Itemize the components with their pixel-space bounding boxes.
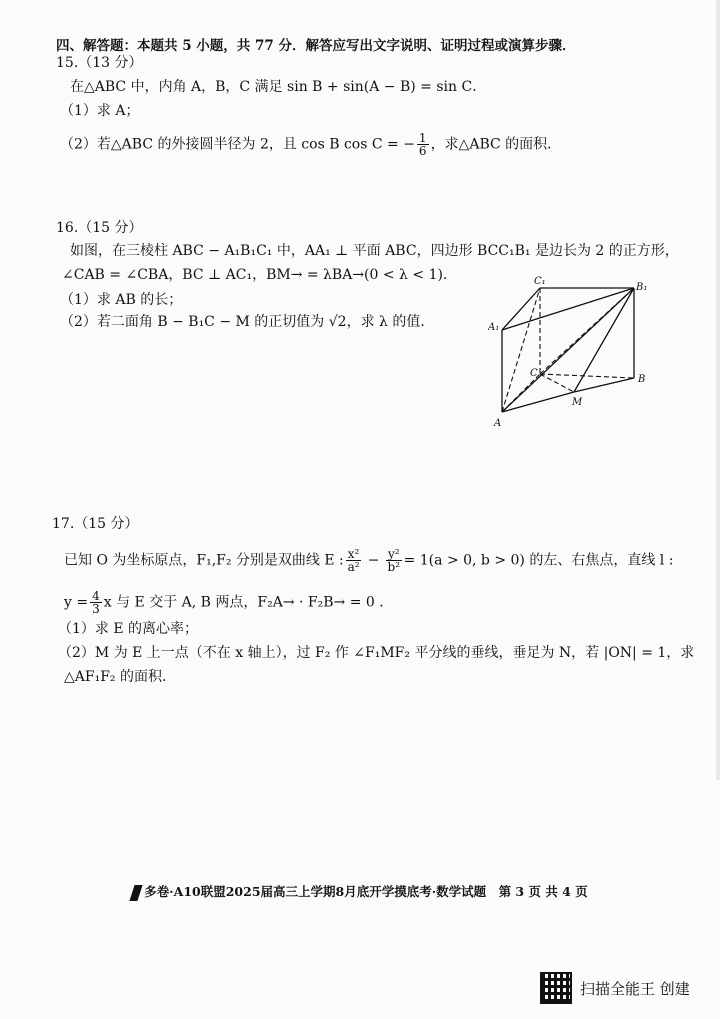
- q17-b2: b²: [387, 560, 401, 574]
- label-a: A: [494, 418, 502, 429]
- q15-part2: [60, 132, 561, 157]
- label-c1: C₁: [534, 276, 546, 287]
- q17-slope-num: 4: [92, 589, 100, 603]
- qr-code-icon: [540, 972, 572, 1004]
- prism-figure: [488, 270, 658, 436]
- q17-stem-line2: [64, 590, 393, 615]
- footer-text: ·A10联盟2025届高三上学期8月底开学摸底考·数学试题 第 3 页 共 4 页: [169, 884, 588, 899]
- scanner-text: 扫描全能王 创建: [580, 980, 690, 998]
- q17-stem-line1: 已知 O 为坐标原点，F₁,F₂ 分别是双曲线 E : $\frac{\text{x²}}{\text{a²}}$ − $\frac{\text{y²}}{\text{b²}}$ = 1(a > 0, b > 0) 的左、右焦点，直线 l :: [64, 547, 674, 574]
- q17-stem1-after: = 1(a > 0, b > 0) 的左、右焦点，直线 l :: [403, 552, 674, 569]
- q15-frac-num: 1: [418, 131, 427, 145]
- label-a1: A₁: [488, 322, 500, 333]
- edge-mb: [574, 378, 634, 392]
- label-b1: B₁: [636, 282, 648, 293]
- q17-a2: a²: [347, 560, 360, 574]
- q16-number: 16.（15 分）: [56, 220, 143, 236]
- brand-logo-icon: [130, 885, 143, 901]
- label-b: B: [638, 374, 646, 385]
- q15-part2-after: ，求△ABC 的面积．: [430, 136, 562, 153]
- q15-frac-den: 6: [418, 144, 427, 158]
- page-footer: [0, 882, 720, 901]
- q15-stem: 在△ABC 中，内角 A，B，C 满足 sin B + sin(A − B) = sin C．: [70, 79, 487, 95]
- q17-stem2-before: y =: [64, 594, 89, 611]
- q16-part1: （1）求 AB 的长；: [60, 292, 183, 308]
- edge-cb: [540, 374, 634, 378]
- q17-part2-line1: （2）M 为 E 上一点（不在 x 轴上），过 F₂ 作 ∠F₁MF₂ 平分线的垂线，垂足为 N，若 |ON| = 1，求: [58, 645, 695, 661]
- q15-fraction: [417, 132, 429, 157]
- q17-part1: （1）求 E 的离心率；: [58, 621, 199, 637]
- edge-cb1: [540, 288, 634, 374]
- q17-x2: x²: [347, 547, 360, 561]
- section-title: 四、解答题：本题共 5 小题，共 77 分．解答应写出文字说明、证明过程或演算步骤．: [56, 38, 576, 54]
- q16-stem-line1: 如图，在三棱柱 ABC − A₁B₁C₁ 中，AA₁ ⊥ 平面 ABC，四边形 BCC₁B₁ 是边长为 2 的正方形，: [70, 243, 679, 259]
- page-edge-shadow: [716, 0, 720, 780]
- footer-brand: 多卷: [144, 884, 170, 899]
- q16-stem-line2: ∠CAB = ∠CBA，BC ⊥ AC₁，BM→ = λBA→(0 < λ < 1)．: [62, 267, 457, 283]
- q17-y2: y²: [388, 547, 400, 561]
- edge-cm: [540, 374, 574, 392]
- q15-number: 15.（13 分）: [56, 55, 143, 71]
- q17-part2-line2: △AF₁F₂ 的面积．: [64, 669, 176, 685]
- q17-slope-den: 3: [92, 602, 100, 616]
- q17-y-fraction: [386, 548, 402, 573]
- q17-stem1-before: 已知 O 为坐标原点，F₁,F₂ 分别是双曲线 E :: [64, 552, 344, 569]
- q17-number: 17.（15 分）: [52, 516, 139, 532]
- q16-part2: （2）若二面角 B − B₁C − M 的正切值为 √2，求 λ 的值．: [60, 314, 435, 330]
- label-c: C: [530, 368, 538, 379]
- scanner-watermark: [540, 970, 715, 1010]
- q15-part1: （1）求 A；: [60, 103, 140, 119]
- q15-part2-before: （2）若△ABC 的外接圆半径为 2，且 cos B cos C = −: [60, 136, 415, 153]
- q17-x-fraction: [346, 548, 362, 573]
- q17-slope-fraction: [90, 590, 102, 615]
- label-m: M: [572, 397, 583, 408]
- q17-stem2-after: x 与 E 交于 A, B 两点，F₂A→ · F₂B→ = 0 ．: [103, 594, 394, 611]
